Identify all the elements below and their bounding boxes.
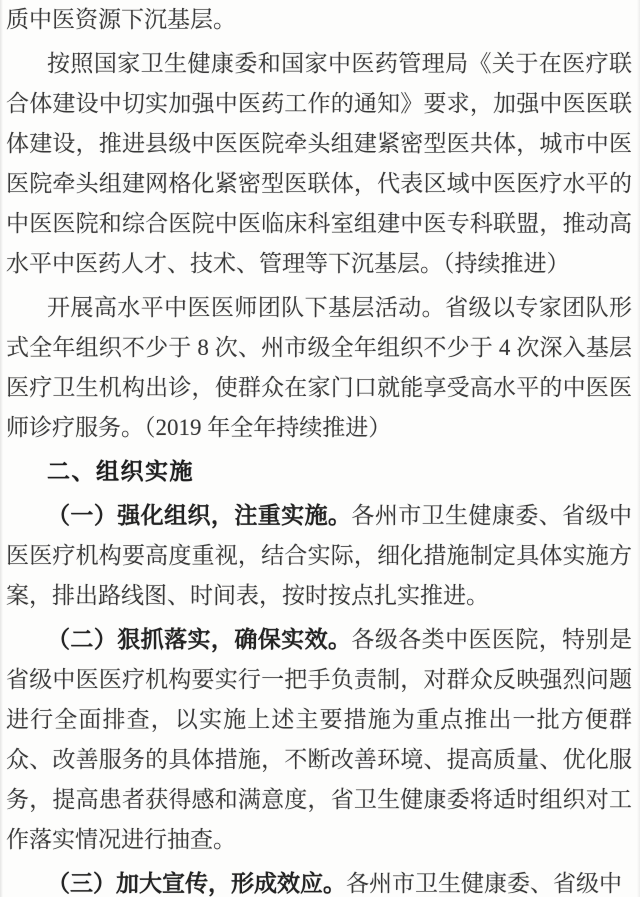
paragraph-lead: （三）加大宣传，形成效应。 — [47, 871, 346, 896]
paragraph-text: 按照国家卫生健康委和国家中医药管理局《关于在医疗联合体建设中切实加强中医药工作的通知》要求，加强中医医联体建设，推进县级中医医院牵头组建紧密型医共体，城市中医医院牵头组建网格化紧密型医联体，代表区域中医医疗水平的中医医院和综合医院中医临床科室组建中医专科联盟，推动高水平中医药人才、技术、管理等下沉基层。（持续推进） — [6, 51, 632, 276]
paragraph-text: 各州市卫生健康委、省级中 — [346, 871, 622, 896]
paragraph-doctor-teams — [6, 288, 632, 448]
paragraph-continuation — [6, 0, 632, 40]
paragraph-item-1 — [6, 496, 632, 616]
paragraph-medical-alliance — [6, 44, 632, 284]
section-heading-text: 二、组织实施 — [47, 459, 194, 484]
paragraph-lead: （一）强化组织，注重实施。 — [47, 503, 352, 528]
paragraph-lead: （二）狠抓落实，确保实效。 — [47, 627, 352, 652]
paragraph-item-2 — [6, 620, 632, 860]
paragraph-text: 开展高水平中医医师团队下基层活动。省级以专家团队形式全年组织不少于 8 次、州市级全年组织不少于 4 次深入基层医疗卫生机构出诊，使群众在家门口就能享受高水平的中医医师诊疗服务。（2019 年全年持续推进） — [6, 295, 632, 440]
section-heading-organization — [6, 452, 632, 492]
paragraph-text: 各级各类中医医院，特别是省级中医医疗机构要实行一把手负责制，对群众反映强烈问题进行全面排查，以实施上述主要措施为重点推出一批方便群众、改善服务的具体措施，不断改善环境、提高质量、优化服务，提高患者获得感和满意度，省卫生健康委将适时组织对工作落实情况进行抽查。 — [6, 627, 633, 852]
paragraph-text: 各州市卫生健康委、省级中医医疗机构要高度重视，结合实际，细化措施制定具体实施方案，排出路线图、时间表，按时按点扎实推进。 — [6, 503, 633, 608]
paragraph-item-3 — [6, 864, 632, 897]
paragraph-text: 质中医资源下沉基层。 — [6, 7, 236, 32]
